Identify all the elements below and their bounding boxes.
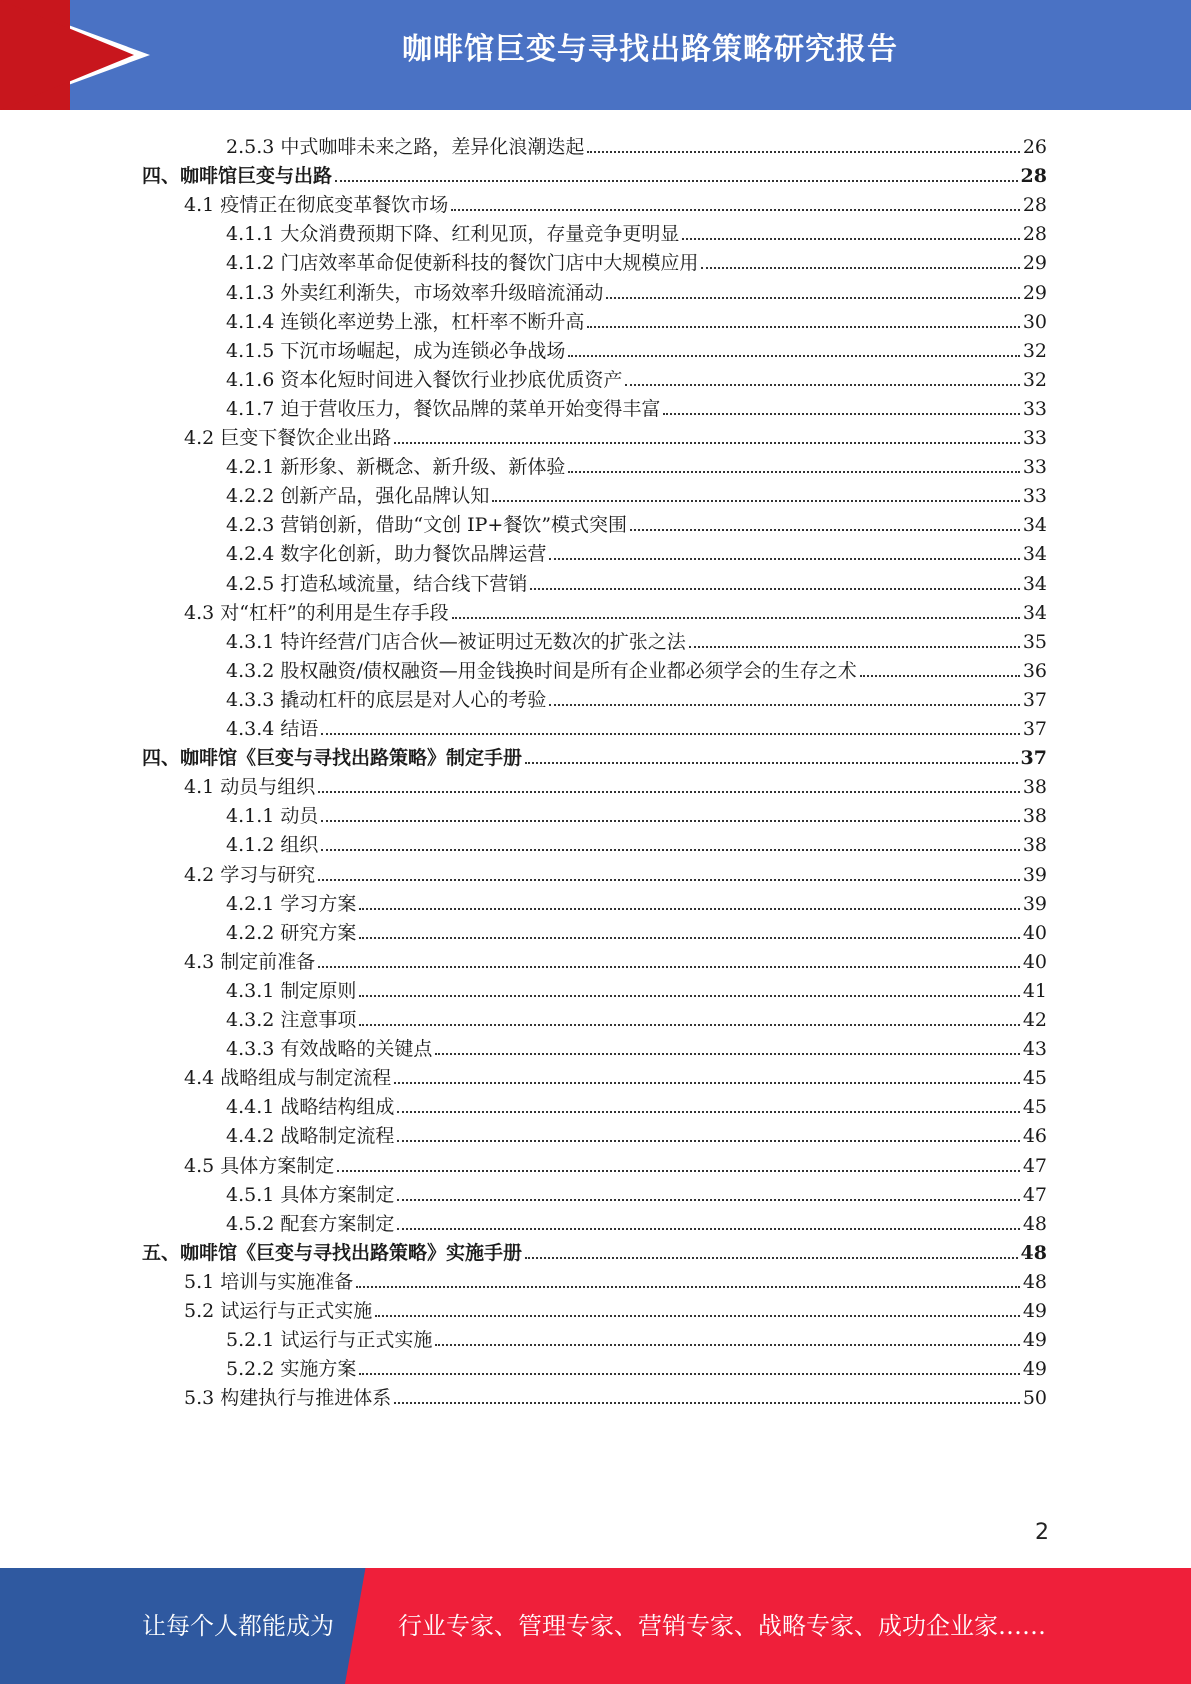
toc-dot-leader (435, 1053, 1019, 1055)
toc-entry-page: 38 (1022, 776, 1047, 799)
toc-entry-page: 37 (1022, 718, 1047, 740)
toc-entry[interactable] (226, 885, 1047, 916)
toc-entry-title: 5.1 培训与实施准备 (184, 1270, 354, 1293)
toc-entry[interactable] (226, 797, 1047, 828)
toc-entry[interactable] (226, 390, 1047, 421)
toc-entry-title: 4.1.3 外卖红利渐失，市场效率升级暗流涌动 (226, 281, 604, 304)
toc-dot-leader (525, 762, 1018, 764)
toc-entry-page: 32 (1022, 368, 1047, 391)
toc-entry-title: 5.3 构建执行与推进体系 (184, 1387, 392, 1410)
toc-entry-title: 4.2.4 数字化创新，助力餐饮品牌运营 (226, 543, 547, 566)
toc-entry[interactable] (226, 215, 1047, 246)
toc-entry-title: 4.3.3 有效战略的关键点 (226, 1038, 433, 1061)
toc-entry[interactable] (184, 1263, 1047, 1294)
toc-entry[interactable] (226, 1350, 1047, 1381)
toc-entry-page: 48 (1022, 1212, 1047, 1235)
toc-entry-page: 48 (1022, 1270, 1047, 1293)
toc-entry[interactable] (226, 448, 1047, 479)
toc-entry-page: 49 (1022, 1358, 1047, 1381)
page-number: 2 (1035, 1520, 1049, 1545)
toc-dot-leader (359, 995, 1019, 997)
toc-entry-title: 4.3.3 撬动杠杆的底层是对人心的考验 (226, 688, 547, 711)
toc-entry-page: 43 (1022, 1038, 1047, 1061)
toc-entry-title: 四、咖啡馆《巨变与寻找出路策略》制定手册 (142, 747, 523, 770)
toc-entry[interactable] (184, 419, 1047, 450)
toc-entry[interactable] (142, 1234, 1047, 1265)
toc-entry-page: 39 (1022, 892, 1047, 915)
toc-entry-page: 34 (1022, 572, 1047, 595)
toc-entry-title: 4.1.6 资本化短时间进入餐饮行业抄底优质资产 (226, 368, 623, 391)
toc-entry-page: 41 (1022, 979, 1047, 1002)
toc-entry-page: 36 (1022, 659, 1047, 682)
toc-entry[interactable] (226, 1321, 1047, 1352)
toc-dot-leader (321, 820, 1019, 822)
toc-entry-title: 4.3.2 股权融资/债权融资—用金钱换时间是所有企业都必须学会的生存之术 (226, 659, 857, 682)
toc-entry-title: 4.3.1 制定原则 (226, 979, 357, 1002)
toc-entry-title: 4.5.1 具体方案制定 (226, 1183, 395, 1206)
toc-entry[interactable] (226, 506, 1047, 537)
toc-entry-page: 46 (1022, 1125, 1047, 1148)
toc-entry-title: 4.2.2 创新产品，强化品牌认知 (226, 485, 490, 508)
toc-entry-page: 28 (1022, 194, 1047, 217)
toc-dot-leader (359, 908, 1019, 910)
toc-dot-leader (701, 267, 1019, 269)
toc-dot-leader (860, 675, 1020, 677)
toc-dot-leader (394, 442, 1020, 444)
toc-entry-title: 4.3.4 结语 (226, 718, 319, 740)
toc-entry-title: 4.1.7 迫于营收压力，餐饮品牌的菜单开始变得丰富 (226, 397, 661, 420)
toc-entry-title: 4.1.1 大众消费预期下降、红利见顶，存量竞争更明显 (226, 223, 680, 246)
toc-entry-title: 4.1.4 连锁化率逆势上涨，杠杆率不断升高 (226, 310, 585, 333)
toc-entry-title: 4.1.2 门店效率革命促使新科技的餐饮门店中大规模应用 (226, 252, 699, 275)
toc-dot-leader (394, 1082, 1020, 1084)
toc-entry-page: 32 (1022, 339, 1047, 362)
toc-entry-title: 4.2.5 打造私域流量，结合线下营销 (226, 572, 528, 595)
toc-dot-leader (682, 238, 1019, 240)
toc-entry-page: 49 (1022, 1329, 1047, 1352)
toc-entry[interactable] (226, 1205, 1047, 1236)
toc-entry-page: 35 (1022, 630, 1047, 653)
toc-entry[interactable] (226, 972, 1047, 1003)
toc-entry[interactable] (226, 652, 1047, 683)
toc-entry-title: 4.5.2 配套方案制定 (226, 1212, 395, 1235)
toc-entry-page: 29 (1022, 252, 1047, 275)
toc-entry-page: 45 (1022, 1096, 1047, 1119)
toc-entry[interactable] (226, 826, 1047, 857)
toc-entry[interactable] (226, 710, 1047, 741)
toc-entry[interactable] (184, 856, 1047, 887)
toc-entry-title: 4.2 学习与研究 (184, 863, 316, 886)
toc-dot-leader (321, 849, 1019, 851)
toc-entry-page: 33 (1022, 397, 1047, 420)
toc-entry[interactable] (226, 1176, 1047, 1207)
toc-entry-page: 48 (1020, 1241, 1047, 1264)
toc-dot-leader (568, 355, 1019, 357)
toc-dot-leader (356, 1286, 1020, 1288)
toc-entry[interactable] (226, 128, 1047, 159)
toc-dot-leader (359, 1024, 1019, 1026)
toc-dot-leader (337, 1170, 1020, 1172)
toc-entry-title: 4.1 疫情正在彻底变革餐饮市场 (184, 194, 449, 217)
toc-entry-page: 40 (1022, 950, 1047, 973)
toc-dot-leader (663, 413, 1019, 415)
toc-entry[interactable] (226, 1030, 1047, 1061)
toc-entry-title: 4.2.1 新形象、新概念、新升级、新体验 (226, 456, 566, 479)
toc-entry[interactable] (184, 594, 1047, 625)
toc-entry[interactable] (226, 1001, 1047, 1032)
toc-entry-page: 30 (1022, 310, 1047, 333)
toc-dot-leader (549, 704, 1019, 706)
toc-dot-leader (397, 1199, 1019, 1201)
toc-dot-leader (435, 1344, 1019, 1346)
toc-dot-leader (587, 326, 1019, 328)
toc-dot-leader (587, 151, 1019, 153)
toc-dot-leader (492, 500, 1019, 502)
toc-entry-title: 4.2 巨变下餐饮企业出路 (184, 427, 392, 449)
report-title: 咖啡馆巨变与寻找出路策略研究报告 (402, 32, 898, 67)
toc-dot-leader (318, 879, 1020, 881)
toc-entry-title: 4.2.1 学习方案 (226, 892, 357, 915)
toc-dot-leader (375, 1315, 1020, 1317)
toc-entry[interactable] (142, 157, 1047, 188)
toc-entry-title: 四、咖啡馆巨变与出路 (142, 165, 333, 188)
toc-entry[interactable] (226, 623, 1047, 654)
toc-dot-leader (397, 1228, 1019, 1230)
toc-entry[interactable] (226, 1117, 1047, 1148)
toc-entry[interactable] (184, 1292, 1047, 1323)
toc-entry-page: 40 (1022, 921, 1047, 944)
toc-entry[interactable] (142, 739, 1047, 770)
toc-entry-page: 34 (1022, 601, 1047, 624)
footer-slogan-left: 让每个人都能成为 (142, 1612, 334, 1640)
toc-dot-leader (606, 297, 1019, 299)
toc-entry-title: 4.1 动员与组织 (184, 776, 316, 799)
toc-dot-leader (318, 791, 1020, 793)
toc-entry-page: 37 (1022, 688, 1047, 711)
header-chevron-arrow-icon (0, 0, 134, 110)
toc-entry-title: 4.4.1 战略结构组成 (226, 1096, 395, 1119)
toc-entry[interactable] (226, 303, 1047, 334)
toc-entry[interactable] (184, 768, 1047, 799)
toc-entry[interactable] (226, 477, 1047, 508)
toc-entry[interactable] (184, 186, 1047, 217)
toc-entry-page: 50 (1022, 1387, 1047, 1410)
page-header (0, 0, 1191, 110)
toc-entry-title: 4.3 对“杠杆”的利用是生存手段 (184, 601, 449, 624)
toc-entry[interactable] (226, 535, 1047, 566)
toc-entry-page: 38 (1022, 805, 1047, 828)
toc-entry-title: 4.1.1 动员 (226, 805, 319, 828)
toc-dot-leader (530, 588, 1019, 590)
toc-entry[interactable] (184, 1379, 1047, 1410)
toc-dot-leader (549, 558, 1019, 560)
toc-dot-leader (394, 1402, 1020, 1404)
toc-dot-leader (397, 1111, 1019, 1113)
toc-entry-page: 33 (1022, 456, 1047, 479)
toc-entry-title: 五、咖啡馆《巨变与寻找出路策略》实施手册 (142, 1241, 523, 1264)
toc-entry-page: 28 (1022, 223, 1047, 246)
toc-dot-leader (335, 180, 1018, 182)
toc-entry-page: 26 (1022, 136, 1047, 158)
toc-entry-page: 33 (1022, 427, 1047, 449)
toc-entry-page: 29 (1022, 281, 1047, 304)
toc-entry[interactable] (184, 943, 1047, 974)
toc-entry-title: 4.3.1 特许经营/门店合伙—被证明过无数次的扩张之法 (226, 630, 686, 653)
toc-entry-page: 37 (1020, 747, 1047, 770)
toc-entry[interactable] (226, 361, 1047, 392)
toc-dot-leader (625, 384, 1019, 386)
toc-entry-page: 34 (1022, 514, 1047, 537)
toc-entry[interactable] (226, 244, 1047, 275)
toc-dot-leader (451, 209, 1020, 211)
toc-entry-page: 49 (1022, 1300, 1047, 1322)
toc-dot-leader (321, 733, 1019, 735)
toc-entry-page: 47 (1022, 1183, 1047, 1206)
toc-dot-leader (359, 937, 1019, 939)
toc-entry-title: 5.2.1 试运行与正式实施 (226, 1329, 433, 1352)
toc-entry-page: 38 (1022, 834, 1047, 857)
toc-entry-title: 4.5 具体方案制定 (184, 1154, 335, 1177)
toc-entry-page: 33 (1022, 485, 1047, 508)
toc-entry[interactable] (226, 1088, 1047, 1119)
toc-entry-title: 5.2.2 实施方案 (226, 1358, 357, 1381)
page-footer (0, 1568, 1191, 1684)
toc-entry-title: 4.1.2 组织 (226, 834, 319, 857)
toc-entry-title: 4.4.2 战略制定流程 (226, 1125, 395, 1148)
toc-entry-title: 4.2.3 营销创新，借助“文创 IP+餐饮”模式突围 (226, 514, 628, 537)
toc-dot-leader (359, 1373, 1019, 1375)
toc-entry-title: 4.4 战略组成与制定流程 (184, 1067, 392, 1090)
toc-entry[interactable] (184, 1147, 1047, 1178)
toc-dot-leader (630, 529, 1020, 531)
toc-entry[interactable] (226, 914, 1047, 945)
toc-entry-title: 4.3.2 注意事项 (226, 1009, 357, 1031)
footer-slogan-right: 行业专家、管理专家、营销专家、战略专家、成功企业家…… (398, 1612, 1046, 1640)
toc-dot-leader (689, 646, 1020, 648)
toc-dot-leader (318, 966, 1020, 968)
toc-entry[interactable] (226, 274, 1047, 305)
toc-dot-leader (397, 1140, 1019, 1142)
toc-entry[interactable] (226, 565, 1047, 596)
toc-entry-page: 34 (1022, 543, 1047, 566)
toc-entry[interactable] (184, 1059, 1047, 1090)
toc-dot-leader (525, 1257, 1018, 1259)
toc-entry-title: 4.2.2 研究方案 (226, 921, 357, 944)
toc-entry-title: 4.1.5 下沉市场崛起，成为连锁必争战场 (226, 339, 566, 362)
toc-entry[interactable] (226, 681, 1047, 712)
toc-dot-leader (452, 617, 1020, 619)
toc-entry[interactable] (226, 332, 1047, 363)
toc-entry-page: 42 (1022, 1009, 1047, 1031)
toc-dot-leader (568, 471, 1019, 473)
toc-entry-title: 2.5.3 中式咖啡未来之路，差异化浪潮迭起 (226, 136, 585, 158)
toc-entry-title: 4.3 制定前准备 (184, 950, 316, 973)
toc-entry-page: 39 (1022, 863, 1047, 886)
toc-entry-page: 47 (1022, 1154, 1047, 1177)
toc-entry-page: 28 (1020, 165, 1047, 188)
toc-entry-title: 5.2 试运行与正式实施 (184, 1300, 373, 1322)
toc-entry-page: 45 (1022, 1067, 1047, 1090)
